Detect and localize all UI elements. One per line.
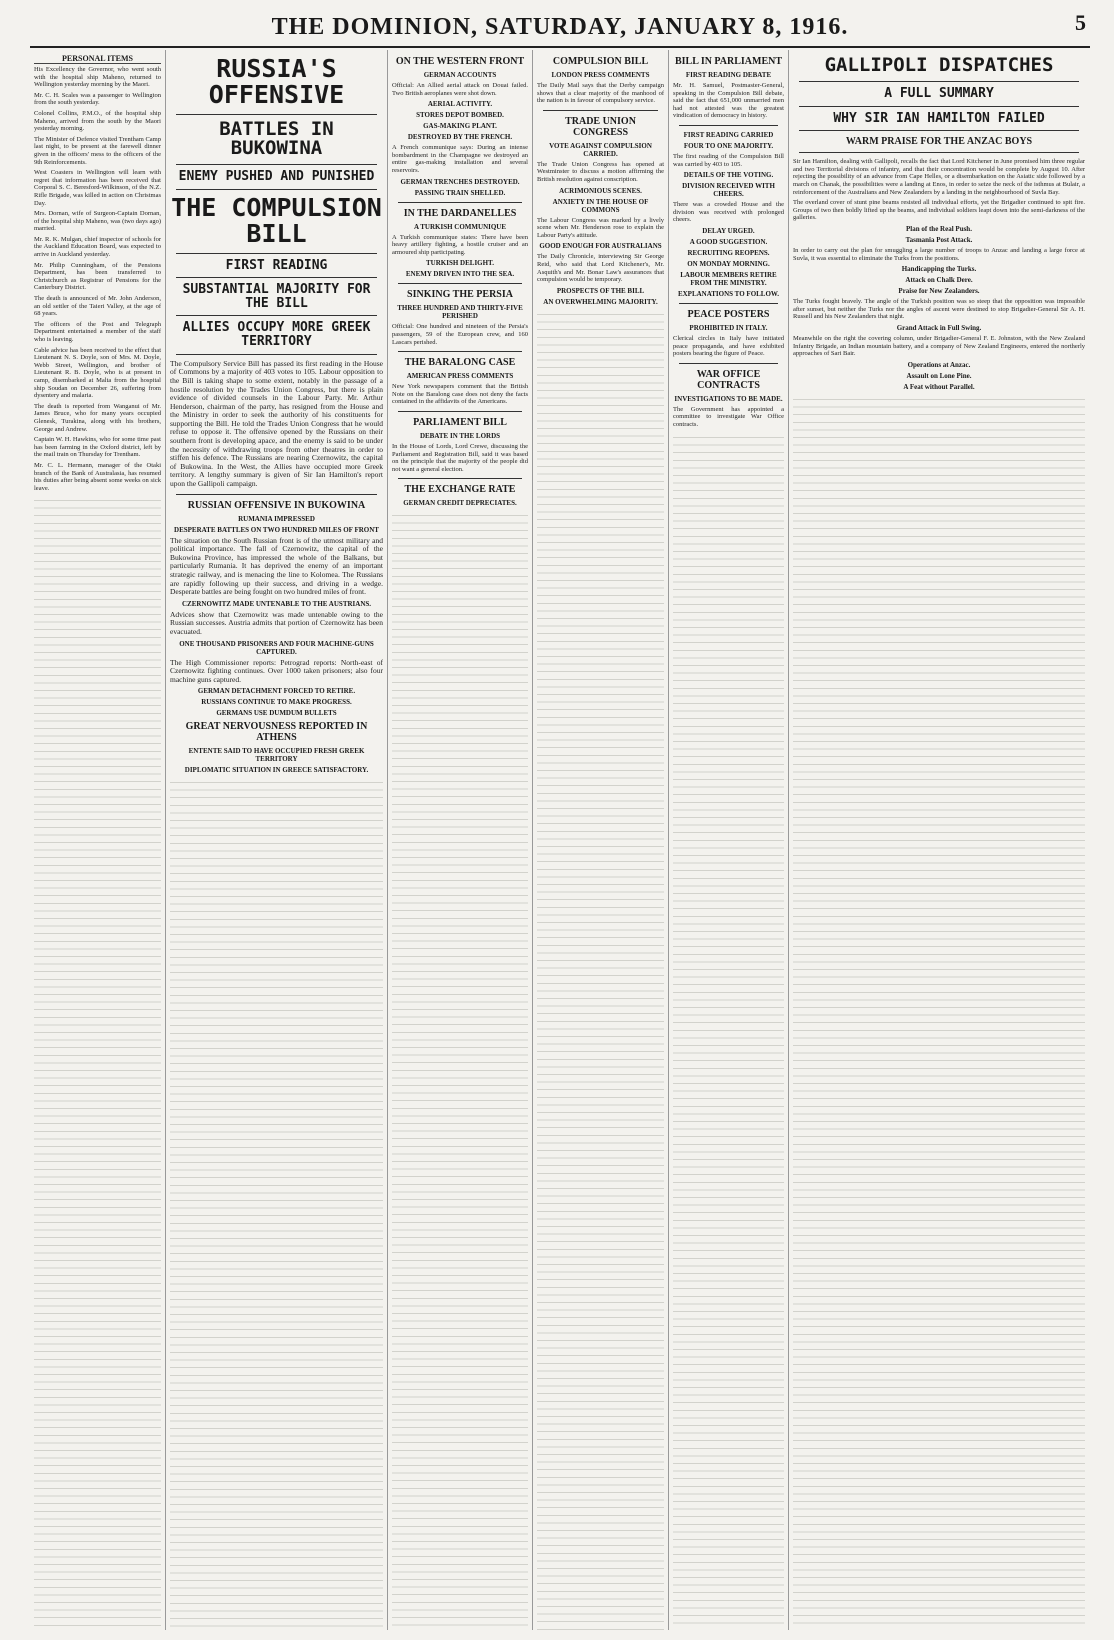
paragraph: The officers of the Post and Telegraph Department entertained a member of the staff who is leaving. — [34, 320, 161, 343]
section-subheading: PROSPECTS OF THE BILL — [556, 286, 645, 295]
divider — [679, 125, 778, 126]
section-subheading: ENEMY DRIVEN INTO THE SEA. — [405, 270, 515, 279]
column-bill-in-parliament — [669, 50, 789, 1630]
headline-warm-praise: WARM PRAISE FOR THE ANZAC BOYS — [845, 136, 1033, 148]
section-subheading: DELAY URGED. — [702, 226, 755, 235]
divider — [176, 164, 377, 165]
paragraph: West Coasters in Wellington will learn with regret that information has been received that Corporal S. C. Beresford-Wilkinson, of the N.Z. Rifle Brigade, was killed in action on Christmas Day. — [34, 169, 161, 207]
section-subheading: VOTE AGAINST COMPULSION CARRIED. — [549, 141, 652, 158]
paragraph: Colonel Collins, P.M.O., of the hospital ship Maheno, arrived from the south by the Maori yesterday morning. — [34, 109, 161, 133]
divider — [176, 189, 377, 190]
text-filler — [793, 394, 1085, 1630]
divider — [398, 283, 522, 284]
section-subheading: GERMAN DETACHMENT FORCED TO RETIRE. — [197, 687, 356, 696]
text-filler — [170, 777, 383, 1630]
section-subheading: THREE HUNDRED AND THIRTY-FIVE PERISHED — [397, 304, 523, 321]
paragraph: New York newspapers comment that the British Note on the Baralong case does not deny the facts contained in the affidavits of the Americans. — [392, 383, 528, 406]
section-subheading: LONDON PRESS COMMENTS — [551, 71, 650, 79]
section-subheading: Praise for New Zealanders. — [898, 287, 980, 296]
divider — [799, 152, 1079, 153]
section-heading: THE BARALONG CASE — [404, 357, 516, 369]
section-subheading: PASSING TRAIN SHELLED. — [414, 188, 506, 197]
section-subheading: LABOUR MEMBERS RETIRE FROM THE MINISTRY. — [680, 270, 777, 287]
section-subheading: GOOD ENOUGH FOR AUSTRALIANS — [539, 242, 662, 251]
section-subheading: AMERICAN PRESS COMMENTS — [406, 372, 514, 381]
summary-paragraph: The Compulsory Service Bill has passed its first reading in the House of Commons by a majority of 403 votes to 105. Labour opposition to the Bill is taking shape to some extent, notably in the passage of a hostile resolution by the Trades Union Congress, but there is plain evidence of divided counsels in the Labour Party. Mr. Arthur Henderson, chairman of the party, has resigned from the House and the Ministry in order to seek the authority of his constituents for supporting the Bill. He told the Trades Union Congress that he would refuse to oppose it. The offensive opened by the Russians on their southern front is developing apace, and the enemy is said to be under the necessity of withdrawing troops from other theatres in order to stiffen his defence. The Russians are nearing Czernowitz, the capital of Bukowina. In the West, the Allies have occupied more Greek territory. A lengthy summary is given of Sir Ian Hamilton's report upon the Gallipoli campaign. — [170, 358, 383, 489]
paragraph: There was a crowded House and the division was received with prolonged cheers. — [673, 201, 784, 224]
paragraph: Official: One hundred and nineteen of the Persia's passengers, 59 of the European crew, and 160 Lascars perished. — [392, 323, 528, 346]
section-subheading: Grand Attack in Full Swing. — [896, 323, 982, 332]
paragraph: In the House of Lords, Lord Crewe, discussing the Parliament and Registration Bill, said it was based on the principle that the majority of the people did not want a general election. — [392, 442, 528, 473]
headline-enemy-pushed: ENEMY PUSHED AND PUNISHED — [178, 169, 375, 185]
divider — [398, 478, 522, 479]
section-subheading: A Feat without Parallel. — [903, 382, 975, 391]
section-subheading: DESPERATE BATTLES ON TWO HUNDRED MILES OF FRONT — [174, 525, 379, 534]
headline-russias-offensive: RUSSIA'S OFFENSIVE — [208, 54, 345, 110]
paragraph: Advices show that Czernowitz was made untenable owing to the Russian successes. Austria admits that portion of Czernowitz has been evacuated. — [170, 609, 383, 636]
divider — [176, 114, 377, 115]
section-heading: PERSONAL ITEMS — [34, 54, 161, 64]
paragraph: The Daily Mail says that the Derby campaign shows that a clear majority of the manhood of the nation is in favour of compulsory service. — [537, 82, 664, 105]
paragraph: Mr. C. L. Hermann, manager of the Otaki branch of the Bank of Australasia, has resumed his duties after being absent some weeks on sick leave. — [34, 461, 161, 492]
text-filler — [34, 495, 161, 1630]
headline-gallipoli-dispatches: GALLIPOLI DISPATCHES — [824, 54, 1054, 76]
section-subheading: DETAILS OF THE VOTING. — [683, 171, 774, 180]
paragraph: The Minister of Defence visited Trentham Camp last night, to be present at the farewell dinner given in the officers' mess to the officers of the 9th Reinforcements. — [34, 135, 161, 166]
section-subheading: FOUR TO ONE MAJORITY. — [683, 141, 774, 150]
section-subheading: ACRIMONIOUS SCENES. — [559, 186, 642, 195]
section-subheading: GERMANS USE DUMDUM BULLETS — [216, 709, 337, 718]
newspaper-title: THE DOMINION, SATURDAY, JANUARY 8, 1916. — [271, 14, 849, 40]
column-personal-items — [30, 50, 166, 1630]
section-subheading: Handicapping the Turks. — [901, 265, 977, 274]
section-heading: SINKING THE PERSIA — [407, 289, 513, 301]
divider — [799, 130, 1079, 131]
divider — [398, 351, 522, 352]
paragraph: Meanwhile on the right the covering column, under Brigadier-General F. E. Johnston, with the New Zealand Infantry Brigade, an Indian mountain battery, and a company of New Zealand Engineers, entered the northerly approaches of Sari Bair. — [793, 334, 1085, 358]
section-heading: BILL IN PARLIAMENT — [674, 56, 783, 67]
paragraph: In order to carry out the plan for smuggling a large number of troops to Anzac and landing a large force at Suvla, it was essential to eliminate the Turks from the positions. — [793, 246, 1085, 262]
headline-full-summary: A FULL SUMMARY — [884, 85, 994, 101]
section-subheading: Attack on Chalk Dere. — [905, 276, 973, 285]
divider — [679, 363, 778, 364]
section-subheading: GERMAN CREDIT DEPRECIATES. — [403, 499, 517, 508]
divider — [176, 354, 377, 355]
section-subheading: ON MONDAY MORNING. — [687, 259, 770, 268]
paragraph: A Turkish communique states: There have been heavy artillery fighting, a hostile cruiser and an armoured ship participating. — [392, 233, 528, 256]
section-heading: RUSSIAN OFFENSIVE IN BUKOWINA — [187, 499, 366, 511]
headline-compulsion-bill: THE COMPULSION BILL — [171, 193, 382, 249]
section-subheading: GAS-MAKING PLANT. — [423, 122, 497, 131]
section-subheading: GERMAN TRENCHES DESTROYED. — [400, 177, 520, 186]
paragraph: The Daily Chronicle, interviewing Sir George Reid, who said that Lord Kitchener's, Mr. Asquith's and Mr. Bonar Law's assurances that compulsion would be temporary. — [537, 253, 664, 284]
section-subheading: AERIAL ACTIVITY. — [427, 100, 493, 109]
column-russia-offensive — [166, 50, 388, 1630]
paragraph: Captain W. H. Hawkins, who for some time past has been farming in the Oxford district, left by the mail train on Thursday for Trentham. — [34, 436, 161, 459]
section-heading: GREAT NERVOUSNESS REPORTED IN ATHENS — [185, 721, 368, 744]
section-subheading: FIRST READING DEBATE — [685, 71, 772, 79]
section-subheading: FIRST READING CARRIED — [683, 130, 774, 139]
divider — [543, 110, 658, 111]
paragraph: Mr. R. K. Mulgan, chief inspector of schools for the Auckland Education Board, was expected to arrive in Auckland yesterday. — [34, 235, 161, 259]
section-heading: TRADE UNION CONGRESS — [565, 115, 636, 138]
section-subheading: Plan of the Real Push. — [906, 224, 972, 233]
headline-battles-in-bukowina: BATTLES IN BUKOWINA — [219, 117, 334, 160]
section-heading: THE EXCHANGE RATE — [404, 484, 516, 496]
section-subheading: RECRUITING REOPENS. — [687, 248, 770, 257]
section-subheading: Operations at Anzac. — [907, 360, 971, 369]
paragraph: The Labour Congress was marked by a lively scene when Mr. Henderson rose to explain the Labour Party's attitude. — [537, 216, 664, 239]
headline-substantial-majority: SUBSTANTIAL MAJORITY FOR THE BILL — [182, 282, 371, 311]
paragraph: The overland cover of stunt pine beams resisted all individual efforts, yet the Brigadier continued to spit fire. Groups of two then boldly lifted up the beams, and individual soldiers leapt down into the semi-darkness of the galleries. — [793, 199, 1085, 222]
paragraph: The first reading of the Compulsion Bill was carried by 403 to 105. — [673, 152, 784, 168]
section-subheading: ENTENTE SAID TO HAVE OCCUPIED FRESH GREEK TERRITORY — [188, 747, 365, 764]
headline-why-hamilton-failed: WHY SIR IAN HAMILTON FAILED — [833, 110, 1045, 126]
section-heading: COMPULSION BILL — [552, 56, 649, 67]
paragraph: Mr. Philip Cunningham, of the Pensions Department, has been transferred to Christchurch as Registrar of Pensions for the Canterbury District. — [34, 261, 161, 292]
paragraph: Sir Ian Hamilton, dealing with Gallipoli, recalls the fact that Lord Kitchener in June promised him three regular and two Territorial divisions of infantry, and that their concentration would be complete by August 10. After rejecting the possibility of an advance from Cape Helles, or a disembarkation on the Asiatic side followed by a march on Chanak, the possibilities were a landing at Enos, in order to seize the neck of the isthmus at Bulair, a reinforcement of the Australians and New Zealanders by a landing in the neighbourhood of Suvla Bay. — [793, 158, 1085, 196]
text-filler — [392, 510, 528, 1630]
headline-allies-occupy: ALLIES OCCUPY MORE GREEK TERRITORY — [182, 320, 371, 350]
headline-first-reading: FIRST READING — [225, 257, 328, 273]
paragraph: Mr. H. Samuel, Postmaster-General, speaking in the Compulsion Bill debate, said the fact that 651,000 unmarried men had not attested was the greatest vindication of democracy in history. — [673, 82, 784, 120]
section-heading: WAR OFFICE CONTRACTS — [696, 368, 761, 391]
section-subheading: A TURKISH COMMUNIQUE — [413, 222, 507, 231]
divider — [176, 494, 377, 495]
section-subheading: A GOOD SUGGESTION. — [689, 237, 768, 246]
divider — [398, 202, 522, 203]
paragraph: The death is announced of Mr. John Anderson, an old settler of the Taieri Valley, at the age of 68 years. — [34, 295, 161, 318]
section-subheading: TURKISH DELIGHT. — [426, 259, 494, 268]
paragraph: The death is reported from Wanganui of Mr. James Bruce, who for many years occupied Glenesk, Turakina, along with his brothers, George and Andrew. — [34, 402, 161, 433]
section-subheading: AN OVERWHELMING MAJORITY. — [543, 297, 658, 306]
divider — [679, 303, 778, 304]
paragraph: The Government has appointed a committee to investigate War Office contracts. — [673, 405, 784, 428]
paragraph: The Trade Union Congress has opened at Westminster to discuss a motion affirming the British resolution against conscription. — [537, 160, 664, 183]
page-number: 5 — [1075, 10, 1086, 35]
column-gallipoli — [789, 50, 1089, 1630]
section-subheading: RUSSIANS CONTINUE TO MAKE PROGRESS. — [201, 698, 352, 707]
section-subheading: DIPLOMATIC SITUATION IN GREECE SATISFACTORY. — [184, 766, 369, 775]
paragraph: His Excellency the Governor, who went south with the hospital ship Maheno, returned to Wellington yesterday morning by the Maori. — [34, 66, 161, 89]
section-subheading: RUMANIA IMPRESSED — [238, 514, 315, 523]
section-subheading: GERMAN ACCOUNTS — [423, 71, 497, 79]
column-compulsion-bill — [533, 50, 669, 1630]
paragraph: Clerical circles in Italy have initiated peace propaganda, and have exhibited posters bearing the figure of Peace. — [673, 334, 784, 358]
section-heading: ON THE WESTERN FRONT — [395, 56, 525, 67]
paragraph: Mrs. Dornan, wife of Surgeon-Captain Dornan, of the hospital ship Maheno, was (two days ago) married. — [34, 210, 161, 233]
paragraph: Cable advice has been received to the effect that Lieutenant N. S. Doyle, son of Mrs. M. Doyle, Webb Street, Wellington, and brother of Lieutenant R. B. Doyle, who is at present in camp, disembarked at Malta from the hospital ship Soudan on December 26, suffering from dysentery and malaria. — [34, 346, 161, 400]
section-subheading: Assault on Lone Pine. — [906, 371, 972, 380]
section-heading: PARLIAMENT BILL — [413, 416, 507, 428]
section-heading: IN THE DARDANELLES — [403, 207, 517, 219]
section-subheading: Tasmania Post Attack. — [905, 235, 973, 244]
divider — [176, 253, 377, 254]
masthead — [30, 8, 1090, 48]
paragraph: The situation on the South Russian front is of the utmost military and political importance. The fall of Czernowitz, the capital of the Bukowina Province, has impressed the whole of the Balkans, but particularly Rumania. It has deprived the enemy of an important strategic railway, and is menacing the line to Kolomea. The Russians are rapidly following up their success, and driving in a wedge. Desperate battles are being fought on two hundred miles of front. — [170, 535, 383, 597]
section-subheading: INVESTIGATIONS TO BE MADE. — [674, 394, 783, 403]
paragraph: Official: An Allied aerial attack on Douai failed. Two British aeroplanes were shot down. — [392, 82, 528, 97]
section-heading: PEACE POSTERS — [687, 308, 770, 320]
paragraph: Mr. C. H. Scales was a passenger to Wellington from the south yesterday. — [34, 91, 161, 107]
divider — [176, 277, 377, 278]
section-subheading: ANXIETY IN THE HOUSE OF COMMONS — [552, 197, 649, 214]
section-subheading: CZERNOWITZ MADE UNTENABLE TO THE AUSTRIANS. — [181, 599, 372, 608]
paragraph: The Turks fought bravely. The angle of the Turkish position was so steep that the opposition was impossible after sunset, but neither the Turks nor the angles of ascent were destined to stop Brigadier-General Sir A. H. Russell and his New Zealanders that night. — [793, 298, 1085, 321]
divider — [398, 411, 522, 412]
text-filler — [673, 432, 784, 1631]
section-subheading: PROHIBITED IN ITALY. — [689, 323, 768, 332]
section-subheading: DESTROYED BY THE FRENCH. — [407, 133, 513, 142]
text-filler — [537, 309, 664, 1630]
column-western-front — [388, 50, 533, 1630]
section-subheading: EXPLANATIONS TO FOLLOW. — [677, 289, 780, 298]
section-subheading: DEBATE IN THE LORDS — [419, 431, 501, 440]
section-subheading: STORES DEPOT BOMBED. — [416, 111, 504, 120]
section-subheading: DIVISION RECEIVED WITH CHEERS. — [682, 182, 775, 199]
section-subheading: ONE THOUSAND PRISONERS AND FOUR MACHINE-GUNS CAPTURED. — [179, 639, 374, 656]
divider — [176, 315, 377, 316]
divider — [799, 81, 1079, 82]
paragraph: A French communique says: During an intense bombardment in the Champagne we destroyed an entire gas-making installation and several reservoirs. — [392, 144, 528, 174]
divider — [799, 106, 1079, 107]
paragraph: The High Commissioner reports: Petrograd reports: North-east of Czernowitz fighting continues. Over 1000 taken prisoners; also four machine guns captured. — [170, 657, 383, 684]
